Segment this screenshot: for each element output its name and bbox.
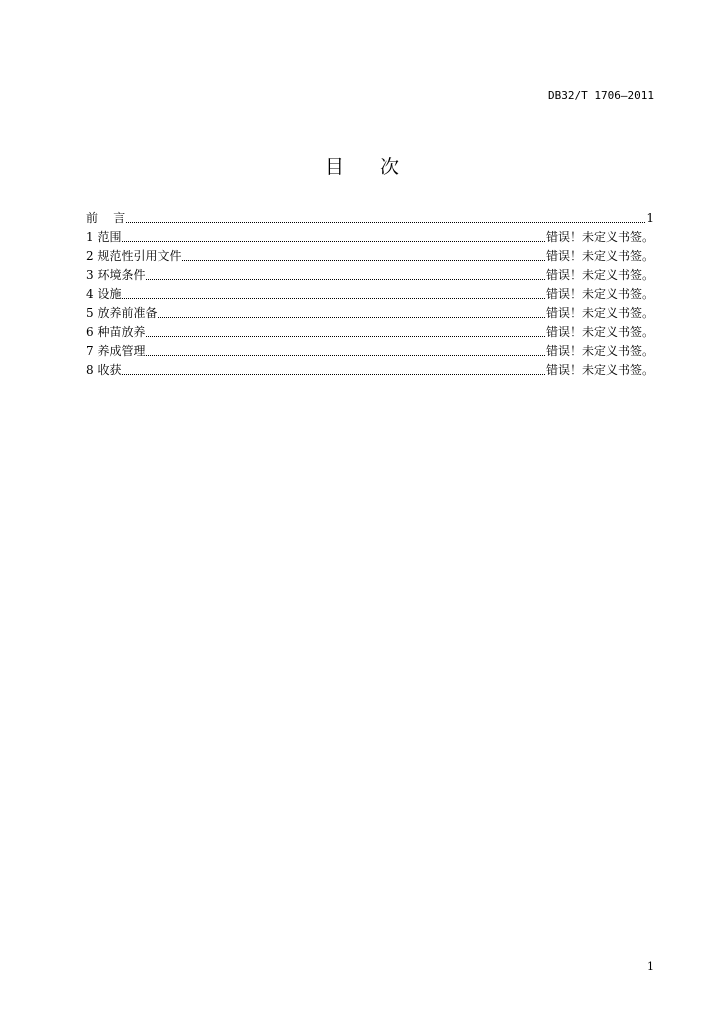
leader-dots xyxy=(146,335,545,337)
toc-entry-page: 1 xyxy=(646,211,654,225)
table-of-contents xyxy=(86,209,654,380)
title-char-right: 次 xyxy=(380,156,400,178)
toc-entry-label: 8 收获 xyxy=(86,363,122,377)
toc-entry-page: 错误！未定义书签。 xyxy=(545,268,654,282)
title-char-left: 目 xyxy=(324,156,344,178)
toc-entry-environment[interactable] xyxy=(86,266,654,285)
toc-entry-management[interactable] xyxy=(86,342,654,361)
toc-entry-page: 错误！未定义书签。 xyxy=(545,287,654,301)
toc-entry-label: 6 种苗放养 xyxy=(86,325,146,339)
leader-dots xyxy=(126,221,645,223)
toc-entry-page: 错误！未定义书签。 xyxy=(545,363,654,377)
toc-entry-preparation[interactable] xyxy=(86,304,654,323)
toc-entry-stocking[interactable] xyxy=(86,323,654,342)
toc-entry-label: 4 设施 xyxy=(86,287,122,301)
leader-dots xyxy=(146,354,545,356)
toc-entry-scope[interactable] xyxy=(86,228,654,247)
toc-entry-page: 错误！未定义书签。 xyxy=(545,230,654,244)
toc-entry-label: 2 规范性引用文件 xyxy=(86,249,182,263)
toc-entry-label: 5 放养前准备 xyxy=(86,306,158,320)
toc-entry-page: 错误！未定义书签。 xyxy=(545,325,654,339)
document-code: DB32/T 1706—2011 xyxy=(548,89,654,102)
leader-dots xyxy=(182,259,545,261)
toc-entry-page: 错误！未定义书签。 xyxy=(545,306,654,320)
page-number: 1 xyxy=(647,960,654,973)
toc-entry-page: 错误！未定义书签。 xyxy=(545,344,654,358)
toc-entry-label: 3 环境条件 xyxy=(86,268,146,282)
toc-entry-label: 1 范围 xyxy=(86,230,122,244)
leader-dots xyxy=(122,240,545,242)
page-title xyxy=(0,152,724,179)
toc-entry-label: 前 言 xyxy=(86,211,126,225)
leader-dots xyxy=(146,278,545,280)
toc-entry-foreword[interactable] xyxy=(86,209,654,228)
toc-entry-label: 7 养成管理 xyxy=(86,344,146,358)
toc-entry-page: 错误！未定义书签。 xyxy=(545,249,654,263)
leader-dots xyxy=(122,373,545,375)
toc-entry-normative-references[interactable] xyxy=(86,247,654,266)
leader-dots xyxy=(158,316,545,318)
toc-entry-harvest[interactable] xyxy=(86,361,654,380)
toc-entry-facilities[interactable] xyxy=(86,285,654,304)
leader-dots xyxy=(122,297,545,299)
